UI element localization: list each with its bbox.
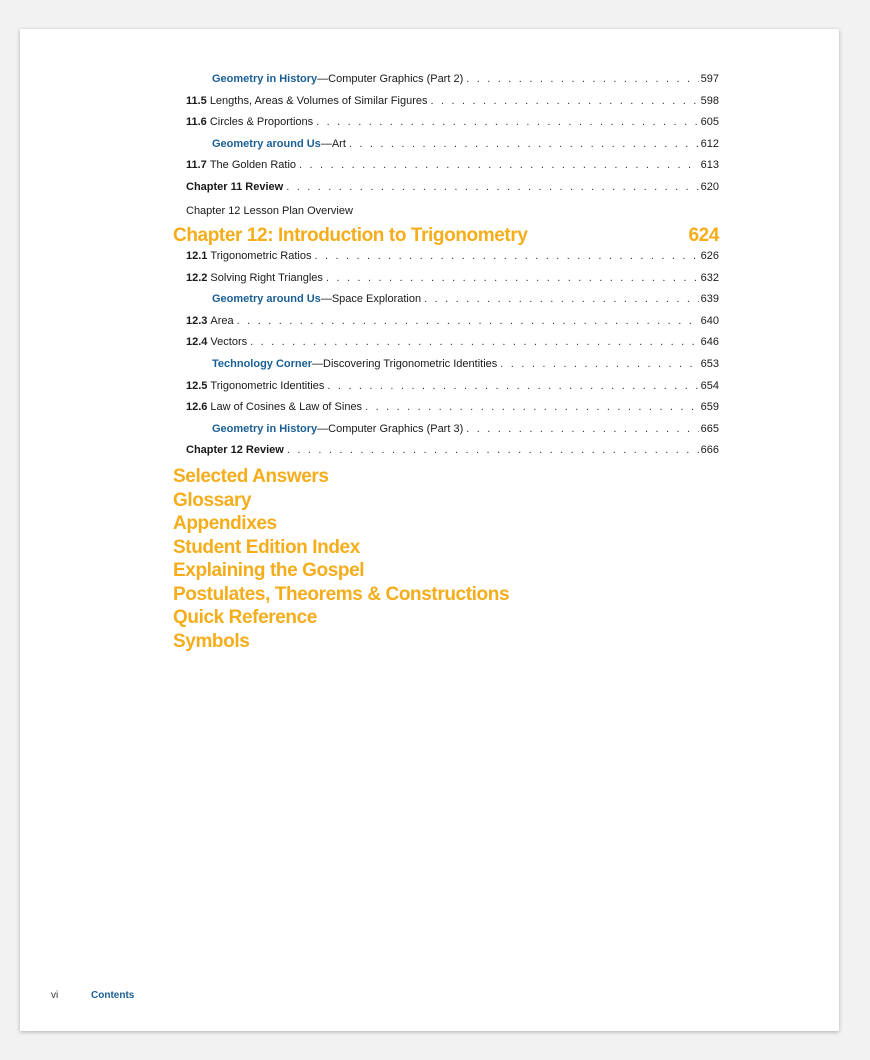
entry-page: 665 — [700, 422, 719, 435]
entry-title: —Computer Graphics (Part 2) — [317, 73, 464, 85]
back-matter-item[interactable]: Selected Answers — [173, 466, 329, 487]
chapter-12-heading[interactable] — [173, 225, 719, 247]
lesson-number: 12.1 — [186, 250, 208, 262]
entry-title: Lengths, Areas & Volumes of Similar Figures — [209, 94, 428, 107]
entry-title: —Computer Graphics (Part 3) — [317, 422, 464, 435]
lesson-number: 11.6 — [186, 116, 207, 129]
chapter-title: Chapter 12: Introduction to Trigonometry — [173, 225, 528, 246]
entry-title: Solving Right Triangles — [210, 271, 323, 284]
feature-title: Geometry in History — [212, 73, 318, 85]
feature-title: Geometry around Us — [212, 293, 321, 306]
feature-title: Geometry in History — [212, 422, 318, 435]
chapter-page: 624 — [688, 225, 719, 246]
feature-row[interactable] — [212, 358, 719, 374]
back-matter-item[interactable]: Quick Reference — [173, 607, 317, 628]
entry-title: Area — [210, 314, 234, 327]
back-matter-item[interactable]: Symbols — [173, 630, 250, 652]
lesson-row[interactable] — [186, 159, 719, 175]
chapter-review-row[interactable] — [186, 444, 719, 460]
review-title: Chapter 11 Review — [186, 181, 284, 193]
dot-leader — [430, 95, 698, 107]
back-matter-item[interactable]: Glossary — [173, 489, 252, 511]
entry-page: 620 — [700, 181, 719, 193]
entry-page: 659 — [700, 401, 719, 414]
back-matter-item[interactable]: Postulates, Theorems & Constructions — [173, 583, 510, 605]
lesson-number: 12.3 — [186, 314, 208, 327]
back-matter-item[interactable]: Explaining the Gospel — [173, 560, 365, 581]
entry-page: 646 — [700, 336, 719, 349]
footer-section-label: Contents — [91, 990, 135, 1001]
lesson-row[interactable] — [186, 272, 719, 288]
entry-page: 597 — [700, 73, 719, 85]
entry-page: 613 — [700, 159, 719, 172]
feature-row[interactable] — [212, 138, 719, 154]
lesson-row[interactable] — [186, 336, 719, 352]
dot-leader — [327, 380, 698, 392]
feature-title: Geometry around Us — [212, 137, 321, 150]
entry-page: 639 — [700, 293, 719, 306]
dot-leader — [365, 401, 699, 413]
lesson-number: 11.7 — [186, 159, 207, 172]
dot-leader — [349, 138, 699, 150]
document-page — [20, 29, 839, 1031]
entry-page: 666 — [700, 444, 719, 457]
back-matter-item[interactable]: Appendixes — [173, 513, 277, 534]
dot-leader — [424, 293, 699, 305]
lesson-number: 12.4 — [186, 336, 208, 349]
page-number: vi — [51, 990, 59, 1001]
chapter-review-row[interactable] — [186, 181, 719, 197]
entry-title: Trigonometric Identities — [210, 379, 325, 392]
feature-row[interactable] — [212, 423, 719, 439]
review-title: Chapter 12 Review — [186, 444, 284, 457]
back-matter-list — [173, 465, 509, 653]
dot-leader — [466, 423, 698, 435]
entry-title: Vectors — [210, 336, 248, 349]
entry-page: 632 — [700, 271, 719, 284]
dot-leader — [315, 250, 699, 262]
lesson-plan-overview[interactable]: Chapter 12 Lesson Plan Overview — [186, 205, 353, 217]
entry-title: —Discovering Trigonometric Identities — [312, 358, 498, 370]
lesson-row[interactable] — [186, 250, 719, 266]
dot-leader — [299, 159, 699, 171]
entry-title: Law of Cosines & Law of Sines — [210, 401, 363, 414]
lesson-row[interactable] — [186, 380, 719, 396]
entry-page: 626 — [700, 250, 719, 262]
dot-leader — [250, 336, 699, 348]
lesson-row[interactable] — [186, 315, 719, 331]
dot-leader — [287, 444, 699, 456]
entry-page: 612 — [700, 137, 719, 150]
lesson-row[interactable] — [186, 401, 719, 417]
feature-title: Technology Corner — [212, 358, 313, 370]
lesson-row[interactable] — [186, 116, 719, 132]
entry-title: Trigonometric Ratios — [210, 250, 312, 262]
entry-page: 654 — [700, 379, 719, 392]
dot-leader — [286, 181, 698, 193]
dot-leader — [500, 358, 698, 370]
back-matter-item[interactable]: Student Edition Index — [173, 536, 360, 558]
lesson-number: 12.2 — [186, 271, 208, 284]
entry-page: 653 — [700, 358, 719, 370]
entry-title: Circles & Proportions — [209, 116, 314, 129]
dot-leader — [466, 73, 698, 85]
page-footer — [51, 990, 135, 1001]
entry-page: 605 — [700, 116, 719, 129]
entry-title: The Golden Ratio — [209, 159, 297, 172]
entry-page: 598 — [700, 94, 719, 107]
lesson-row[interactable] — [186, 95, 719, 111]
entry-title: —Art — [320, 137, 346, 150]
dot-leader — [316, 116, 699, 128]
lesson-number: 11.5 — [186, 94, 207, 107]
lesson-number: 12.6 — [186, 401, 208, 414]
dot-leader — [237, 315, 699, 327]
dot-leader — [326, 272, 699, 284]
feature-row[interactable] — [212, 73, 719, 89]
entry-title: —Space Exploration — [320, 293, 422, 306]
feature-row[interactable] — [212, 293, 719, 309]
lesson-number: 12.5 — [186, 379, 208, 392]
entry-page: 640 — [700, 314, 719, 327]
